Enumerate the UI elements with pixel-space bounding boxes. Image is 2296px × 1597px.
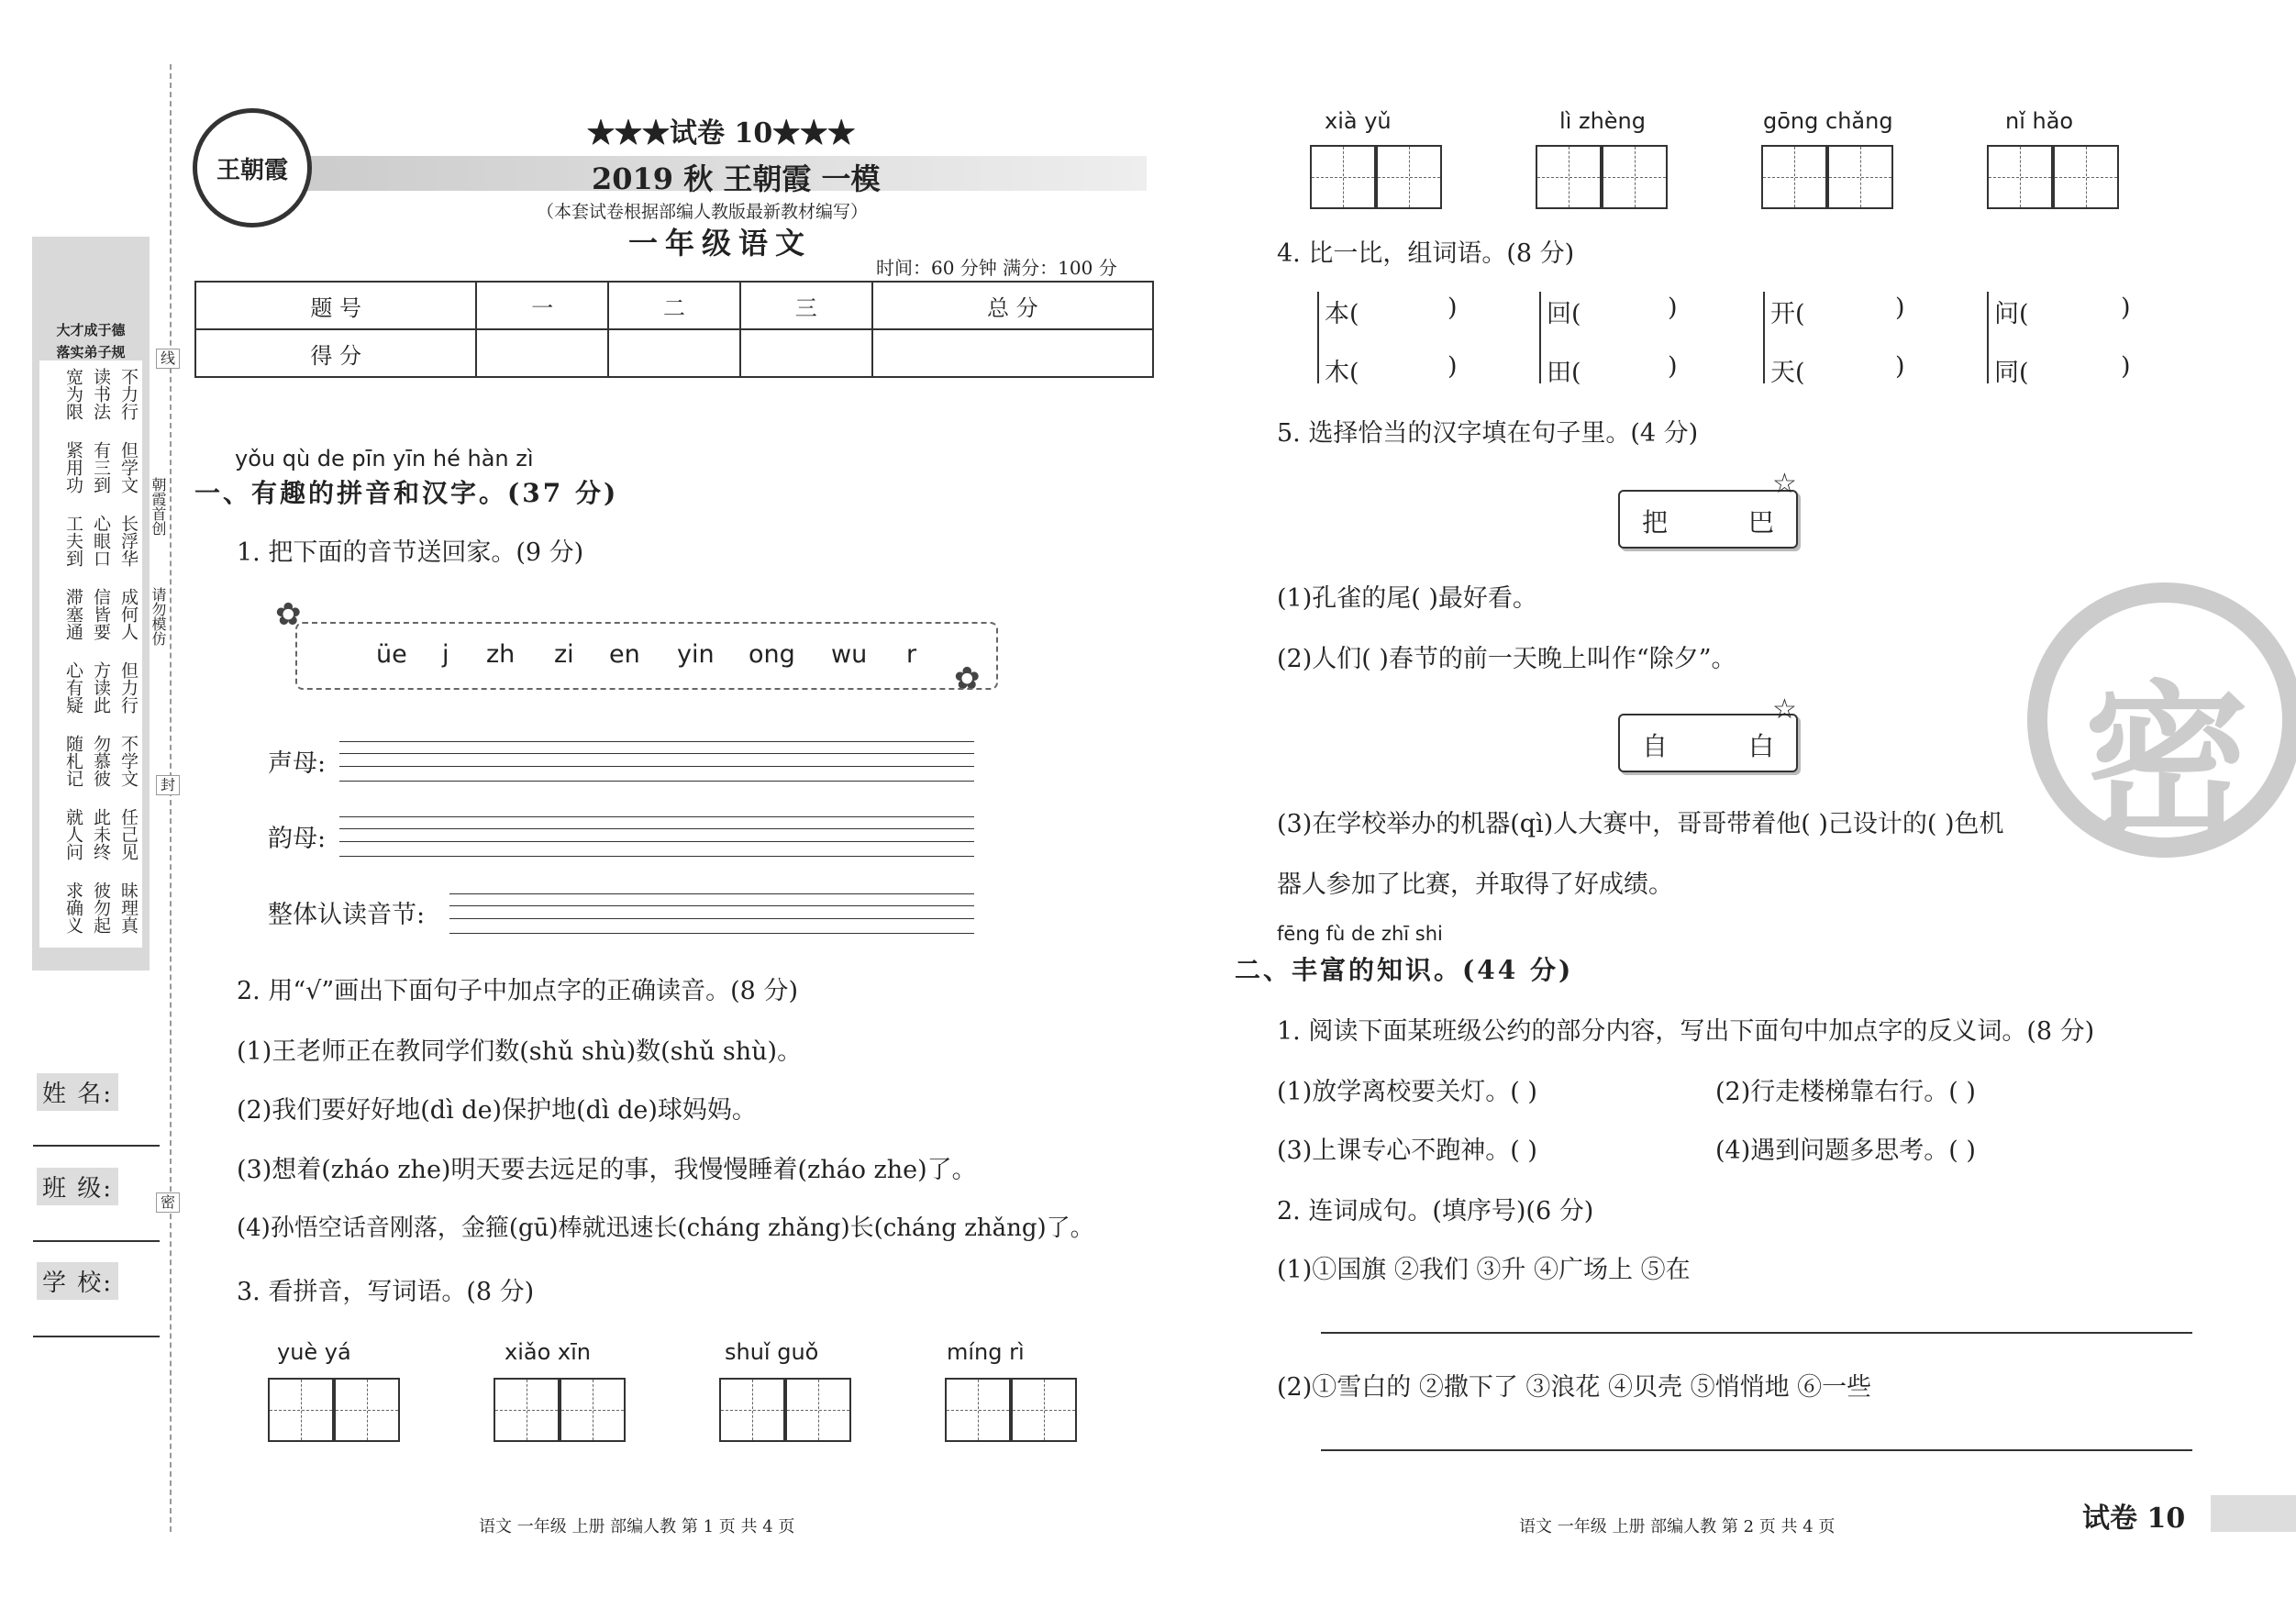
question-5-item: (2)人们( )春节的前一天晚上叫作“除夕”。 [1277,645,1736,673]
syllable: zh [486,640,516,669]
page-footer: 语文 一年级 上册 部编人教 第 2 页 共 4 页 [1519,1517,1836,1536]
writing-grid-box[interactable] [268,1378,334,1442]
pair-divider [1317,292,1319,383]
cut-label-seal: 封 [156,775,180,795]
school-label: 学 校: [37,1262,118,1300]
score-table [194,281,1154,378]
s2-question-1-item: (3)上课专心不跑神。( ) [1277,1137,1537,1165]
exam-subtitle: （本套试卷根据部编人教版最新教材编写） [537,202,869,222]
shengmu-answer-lines[interactable] [339,741,974,782]
motto-top: 大才成于德 落实弟子规 [56,322,126,360]
pair-divider [1539,292,1541,383]
secret-stamp: 密 [2027,582,2296,858]
section1-pinyin: yǒu qù de pīn yīn hé hàn zì [235,446,534,471]
s2-question-2-item: (1)①国旗 ②我们 ③升 ④广场上 ⑤在 [1277,1256,1691,1284]
question-2: 2. 用“√”画出下面句子中加点字的正确读音。(8 分) [237,977,798,1005]
pair-divider [1987,292,1989,383]
question-2-item: (2)我们要好好地(dì de)保护地(dì de)球妈妈。 [237,1096,757,1125]
writing-grid-box[interactable] [1987,145,2053,209]
question-5-item: (3)在学校举办的机器(qì)人大赛中，哥哥带着他( )己设计的( )色机 [1277,810,2004,838]
choice-char: 巴 [1748,507,1775,538]
writing-grid-box[interactable] [2053,145,2119,209]
syllable: ong [749,640,795,669]
motto-column: 不学文 [118,735,139,787]
yunmu-answer-lines[interactable] [339,816,974,857]
motto-columns [39,360,142,948]
writing-grid-box[interactable] [785,1378,851,1442]
char-choice-box [1618,490,1798,549]
cut-label-line: 线 [156,349,180,369]
syllable: en [609,640,640,669]
motto-column: 心眼口 [91,515,111,567]
question-2-item: (4)孙悟空话音刚落，金箍(gū)棒就迅速长(cháng zhǎng)长(cháng zhǎng)了。 [237,1214,1094,1242]
shengmu-label: 声母: [268,749,327,778]
motto-column: 不力行 [118,368,139,420]
motto-column: 滞塞通 [63,588,83,640]
score-cell[interactable] [740,329,872,377]
word-pinyin: xiǎo xīn [505,1339,591,1365]
class-field[interactable] [33,1240,160,1242]
motto-column: 随札记 [63,735,83,787]
score-row-label: 得 分 [195,329,476,377]
motto-column: 长浮华 [118,515,139,567]
motto-column: 就人问 [63,808,83,860]
score-cell[interactable] [476,329,608,377]
motto-column: 信皆要 [91,588,111,640]
syllable: wu [831,640,868,669]
paper-tag: 试卷 10 [2082,1503,2186,1535]
zhengti-label: 整体认读音节: [268,901,426,929]
compare-char: 木( [1325,359,1359,387]
compare-paren: ) [1668,294,1678,322]
school-field[interactable] [33,1336,160,1337]
score-header: 三 [740,282,872,329]
star-icon: ☆ [1772,468,1797,500]
compare-char: 本( [1325,300,1359,328]
cut-label-secret: 密 [156,1192,180,1213]
pair-divider [1763,292,1765,383]
compare-char: 开( [1770,300,1805,328]
brand-logo: 王朝霞 [193,108,312,227]
motto-column: 求确义 [63,882,83,934]
question-2-item: (1)王老师正在教同学们数(shǔ shù)数(shǔ shù)。 [237,1037,803,1066]
word-pinyin: míng rì [947,1339,1025,1365]
section1-title: 一、有趣的拼音和汉字。(37 分) [194,478,619,508]
compare-paren: ) [1447,294,1458,322]
s2-question-1-item: (1)放学离校要关灯。( ) [1277,1078,1537,1106]
syllable: r [906,640,917,669]
syllable: zi [554,640,574,669]
answer-line[interactable] [1321,1332,2192,1334]
motto-column: 彼勿起 [91,882,111,934]
motto-column: 勿慕彼 [91,735,111,787]
motto-column: 读书法 [91,368,111,420]
writing-grid-box[interactable] [334,1378,400,1442]
answer-line[interactable] [1321,1449,2192,1451]
compare-paren: ) [1895,352,1905,381]
name-label: 姓 名: [37,1073,118,1111]
s2-question-1-item: (2)行走楼梯靠右行。( ) [1715,1078,1976,1106]
page-footer: 语文 一年级 上册 部编人教 第 1 页 共 4 页 [479,1517,795,1536]
class-label: 班 级: [37,1168,118,1205]
question-1: 1. 把下面的音节送回家。(9 分) [237,538,584,567]
question-5: 5. 选择恰当的汉字填在句子里。(4 分) [1277,419,1699,448]
question-5-item: (1)孔雀的尾( )最好看。 [1277,584,1537,613]
yunmu-label: 韵母: [268,825,327,853]
motto-column: 宽为限 [63,368,83,420]
s2-question-1: 1. 阅读下面某班级公约的部分内容，写出下面句中加点字的反义词。(8 分) [1277,1017,2095,1046]
paper-number: ★★★试卷 10★★★ [587,117,856,150]
cut-line [170,64,172,1532]
word-pinyin: lì zhèng [1559,108,1646,134]
compare-char: 田( [1547,359,1581,387]
s2-question-1-item: (4)遇到问题多思考。( ) [1715,1137,1976,1165]
word-pinyin: gōng chǎng [1763,108,1893,134]
writing-grid-box[interactable] [560,1378,626,1442]
writing-grid-box[interactable] [1011,1378,1077,1442]
question-4: 4. 比一比，组词语。(8 分) [1277,239,1575,268]
subject-title: 一年级语文 [628,226,813,261]
writing-grid-box[interactable] [1827,145,1893,209]
question-2-item: (3)想着(zháo zhe)明天要去远足的事，我慢慢睡着(zháo zhe)了。 [237,1156,977,1184]
word-pinyin: xià yǔ [1325,108,1392,134]
word-pinyin: nǐ hǎo [2005,108,2074,134]
compare-paren: ) [1895,294,1905,322]
flower-icon: ✿ [954,660,981,697]
writing-grid-box[interactable] [1536,145,1602,209]
zhengti-answer-lines[interactable] [449,893,974,934]
writing-grid-box[interactable] [1376,145,1442,209]
motto-column: 紧用功 [63,441,83,494]
writing-grid-box[interactable] [494,1378,560,1442]
motto-column: 昧理真 [118,882,139,934]
writing-grid-box[interactable] [945,1378,1011,1442]
flower-icon: ✿ [275,596,302,633]
motto-column: 心有疑 [63,661,83,714]
question-5-item: 器人参加了比赛，并取得了好成绩。 [1277,871,1673,899]
compare-paren: ) [1668,352,1678,381]
syllable: üe [376,640,407,669]
choice-char: 自 [1642,731,1669,761]
s2-question-2: 2. 连词成句。(填序号)(6 分) [1277,1197,1594,1225]
score-header: 总 分 [872,282,1153,329]
motto-column: 工夫到 [63,515,83,567]
score-cell[interactable] [608,329,740,377]
motto-column: 任己见 [118,808,139,860]
exam-title: 2019 秋 王朝霞 一模 [592,161,881,196]
star-icon: ☆ [1772,693,1797,726]
writing-grid-box[interactable] [719,1378,785,1442]
score-header: 题 号 [195,282,476,329]
choice-char: 把 [1642,507,1669,538]
syllable: yin [677,640,715,669]
word-pinyin: yuè yá [277,1339,351,1365]
compare-paren: ) [2121,294,2131,322]
score-header: 二 [608,282,740,329]
compare-paren: ) [1447,352,1458,381]
motto-sidebar [32,237,150,970]
compare-char: 回( [1547,300,1581,328]
word-pinyin: shuǐ guǒ [725,1339,819,1365]
char-choice-box [1618,714,1798,772]
compare-char: 天( [1770,359,1805,387]
writing-grid-box[interactable] [1761,145,1827,209]
motto-column: 但力行 [118,661,139,714]
paper-tag-bg [2211,1495,2296,1532]
syllable-box [295,622,998,690]
s2-question-2-item: (2)①雪白的 ②撒下了 ③浪花 ④贝壳 ⑤悄悄地 ⑥一些 [1277,1373,1872,1402]
choice-char: 白 [1748,731,1775,761]
syllable: j [442,640,449,669]
question-3: 3. 看拼音，写词语。(8 分) [237,1278,535,1306]
section2-title: 二、丰富的知识。(44 分) [1235,955,1574,985]
motto-column: 成何人 [118,588,139,640]
compare-char: 问( [1994,300,2029,328]
time-info: 时间：60 分钟 满分：100 分 [876,257,1117,279]
motto-column: 此未终 [91,808,111,860]
motto-column: 有三到 [91,441,111,494]
compare-paren: ) [2121,352,2131,381]
motto-column: 但学文 [118,441,139,494]
name-field[interactable] [33,1145,160,1147]
score-cell[interactable] [872,329,1153,377]
section2-pinyin: fēng fù de zhī shi [1277,923,1443,945]
writing-grid-box[interactable] [1310,145,1376,209]
compare-char: 同( [1994,359,2029,387]
score-header: 一 [476,282,608,329]
side-note: 朝霞首创 [150,477,167,536]
motto-column: 方读此 [91,661,111,714]
side-note: 请勿模仿 [150,587,167,646]
writing-grid-box[interactable] [1602,145,1668,209]
